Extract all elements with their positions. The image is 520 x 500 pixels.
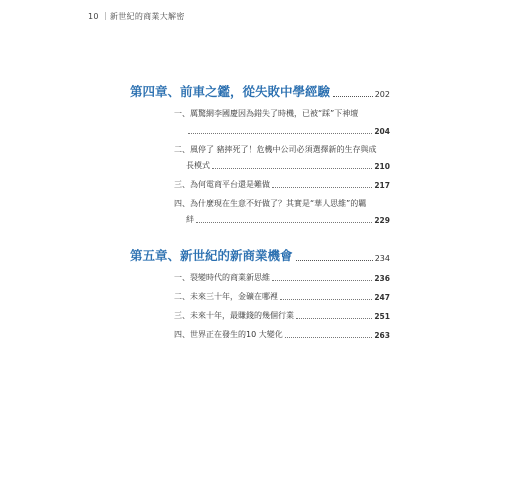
entry-title: 四、世界正在發生的10 大變化	[174, 330, 283, 339]
entry-title: 一、厲驚網李國慶因為錯失了時機，已被“踩”下神壇	[174, 109, 359, 118]
toc-entry	[174, 310, 390, 321]
toc-entry	[174, 198, 390, 225]
chapter-title: 第五章、新世紀的新商業機會	[130, 248, 293, 263]
chapter-title: 第四章、前車之鑑，從失敗中學經驗	[130, 84, 331, 99]
entry-title: 二、風停了 豬摔死了！危機中公司必須選擇新的生存與成	[174, 145, 377, 154]
entry-title-cont: 長模式	[186, 161, 210, 170]
entry-page-number: 247	[374, 293, 390, 302]
dot-leader	[285, 337, 373, 338]
entry-title-cont: 絆	[186, 215, 194, 224]
section-list	[174, 272, 390, 340]
entry-page-number: 229	[374, 216, 390, 225]
dot-leader	[333, 96, 373, 97]
dot-leader	[212, 168, 372, 169]
entry-page-number: 263	[374, 331, 390, 340]
entry-title: 一、裂變時代的商業新思維	[174, 273, 270, 282]
toc-entry	[174, 329, 390, 340]
dot-leader	[196, 222, 372, 223]
chapter-heading	[130, 84, 390, 100]
chapter-page-number: 202	[374, 90, 390, 99]
entry-page-number: 251	[374, 312, 390, 321]
dot-leader	[296, 260, 373, 261]
entry-title: 四、為什麼現在生意不好做了？其實是“華人思維”的羈	[174, 199, 367, 208]
toc-chapter-5	[130, 248, 390, 348]
entry-title: 二、未來三十年，金礦在哪裡	[174, 292, 278, 301]
chapter-heading	[130, 248, 390, 264]
toc-entry	[174, 291, 390, 302]
entry-page-number: 210	[374, 162, 390, 171]
dot-leader	[296, 318, 372, 319]
entry-title: 三、為何電商平台還是難做	[174, 180, 270, 189]
dot-leader	[280, 299, 372, 300]
running-head: 10 ｜新世紀的商業大解密	[88, 12, 185, 21]
toc-entry	[174, 144, 390, 171]
entry-title: 三、未來十年，最賺錢的幾個行業	[174, 311, 294, 320]
toc-entry	[174, 272, 390, 283]
dot-leader	[272, 280, 372, 281]
entry-page-number: 204	[374, 127, 390, 136]
toc-entry	[174, 108, 390, 136]
entry-page-number: 236	[374, 274, 390, 283]
toc-entry	[174, 179, 390, 190]
section-list	[174, 108, 390, 225]
dot-leader	[188, 133, 372, 134]
entry-page-number: 217	[374, 181, 390, 190]
toc-chapter-4	[130, 84, 390, 233]
dot-leader	[272, 187, 372, 188]
chapter-page-number: 234	[374, 254, 390, 263]
